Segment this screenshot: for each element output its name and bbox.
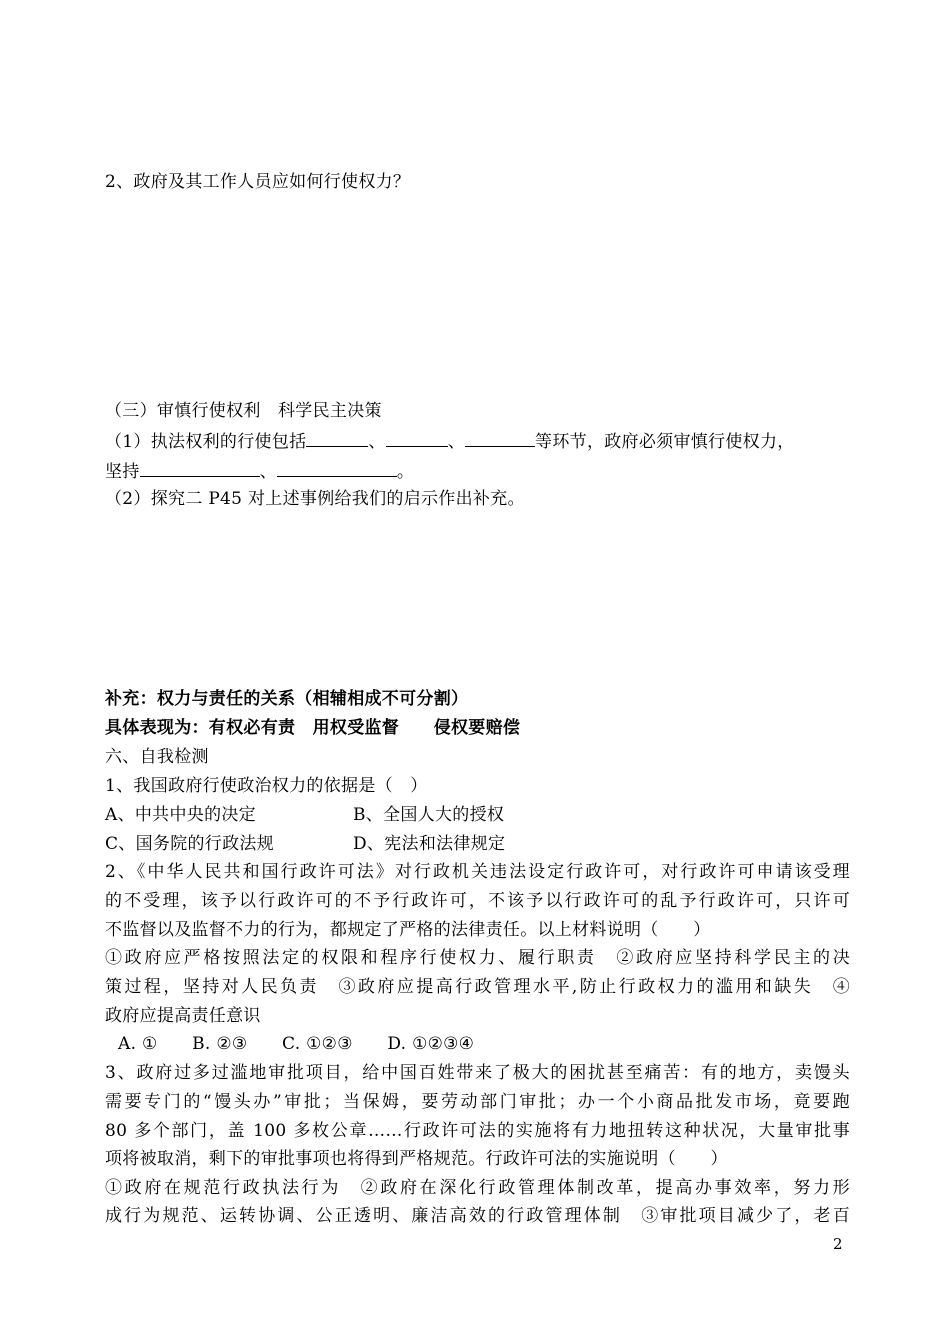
q1-options-row-1 xyxy=(105,803,850,827)
page-number: 2 xyxy=(833,1235,843,1253)
item-1-suffix: 等环节，政府必须审慎行使权力， xyxy=(535,432,795,452)
q2-options[interactable]: A. ① B. ②③ C. ①②③ D. ①②③④ xyxy=(118,1034,475,1054)
q2-line-5: 策过程，坚持对人民负责 ③政府应提高行政管理水平,防止行政权力的滥用和缺失 ④ xyxy=(105,977,850,997)
q3-line-4: 项将被取消，剩下的审批事项也将得到严格规范。行政许可法的实施说明（ ） xyxy=(105,1149,728,1169)
q3-line-5: ①政府在规范行政执法行为 ②政府在深化行政管理体制改革，提高办事效率，努力形 xyxy=(105,1178,850,1198)
q3-line-1: 3、政府过多过滥地审批项目，给中国百姓带来了极大的困扰甚至痛苦：有的地方，卖馒头 xyxy=(105,1063,850,1083)
q1-stem: 1、我国政府行使政治权力的依据是（ ） xyxy=(105,776,428,796)
q1-option-b[interactable]: B、全国人大的授权 xyxy=(353,805,505,825)
section-3-title: （三）审慎行使权利 科学民主决策 xyxy=(105,401,382,421)
section-3-item-2: （2）探究二 P45 对上述事例给我们的启示作出补充。 xyxy=(105,489,525,509)
separator: 、 xyxy=(447,432,466,452)
q1-option-c[interactable]: C、国务院的行政法规 xyxy=(105,834,275,854)
question-2-text: 2、政府及其工作人员应如何行使权力？ xyxy=(105,172,411,192)
q2-line-6: 政府应提高责任意识 xyxy=(105,1006,261,1026)
q2-line-2: 的不受理，该予以行政许可的不予行政许可，不该予以行政许可的乱予行政许可，只许可 xyxy=(105,891,850,911)
q2-line-4: ①政府应严格按照法定的权限和程序行使权力、履行职责 ②政府应坚持科学民主的决 xyxy=(105,948,850,968)
fill-blank-3[interactable] xyxy=(465,428,535,447)
section-3-item-1-continued xyxy=(105,458,850,484)
item-1-prefix: （1）执法权利的行使包括 xyxy=(105,432,307,452)
q1-options-row-2 xyxy=(105,832,850,856)
q1-option-d[interactable]: D、宪法和法律规定 xyxy=(353,834,506,854)
separator: 、 xyxy=(368,432,386,452)
supplement-line-2: 具体表现为：有权必有责 用权受监督 侵权要赔偿 xyxy=(105,718,521,738)
item-1-line-2-suffix: 。 xyxy=(396,462,415,482)
q2-line-1: 2、《中华人民共和国行政许可法》对行政机关违法设定行政许可，对行政许可申请该受理 xyxy=(105,862,850,882)
fill-blank-2[interactable] xyxy=(386,428,448,447)
q3-line-3: 80 多个部门，盖 100 多枚公章……行政许可法的实施将有力地扭转这种状况，大量审批事 xyxy=(105,1121,850,1141)
fill-blank-1[interactable] xyxy=(306,428,368,447)
q3-line-2: 需要专门的“馒头办”审批；当保姆，要劳动部门审批；办一个小商品批发市场，竟要跑 xyxy=(105,1092,850,1112)
supplement-line-1: 补充：权力与责任的关系（相辅相成不可分割） xyxy=(105,689,469,709)
item-1-line-2-prefix: 坚持 xyxy=(105,462,140,482)
q2-line-3: 不监督以及监督不力的行为，都规定了严格的法律责任。以上材料说明（ ） xyxy=(105,920,711,940)
q3-line-6: 成行为规范、运转协调、公正透明、廉洁高效的行政管理体制 ③审批项目减少了，老百 xyxy=(105,1206,850,1226)
separator: 、 xyxy=(259,462,277,482)
section-6-title: 六、自我检测 xyxy=(105,747,209,767)
fill-blank-5[interactable] xyxy=(277,458,397,477)
section-3-item-1 xyxy=(105,428,850,454)
fill-blank-4[interactable] xyxy=(140,458,260,477)
q1-option-a[interactable]: A、中共中央的决定 xyxy=(105,805,256,825)
